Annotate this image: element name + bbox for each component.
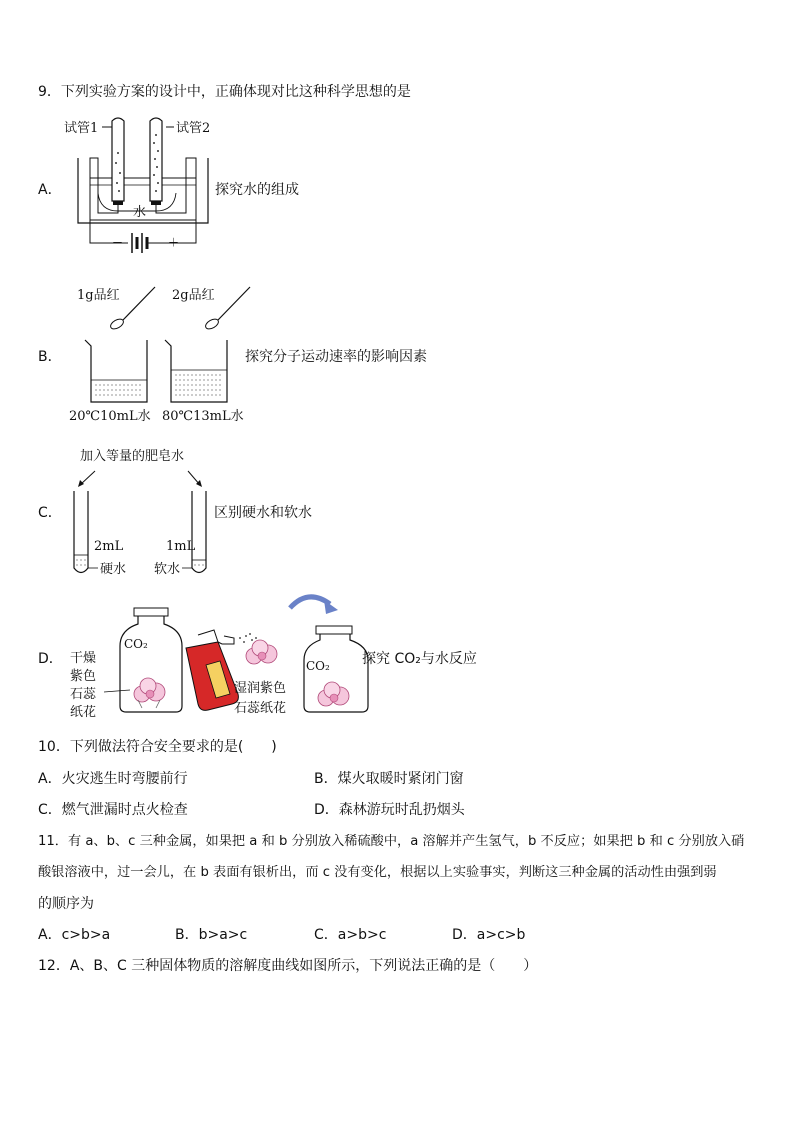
tube2-label: 试管2 [176, 121, 211, 136]
dry-flower-label-2: 紫色 [70, 669, 97, 684]
q10-stem: 10．下列做法符合安全要求的是( ) [38, 739, 277, 755]
q10-option-b: B．煤火取暖时紧闭门窗 [314, 771, 464, 787]
hard-water-volume: 2mL [94, 539, 124, 554]
q9-option-b-letter: B． [38, 349, 62, 365]
electrolysis-apparatus [60, 113, 220, 268]
spray-bottle-icon [186, 630, 257, 710]
co2-left-label: CO₂ [124, 637, 148, 651]
soft-water-label: 软水 [154, 562, 181, 577]
beaker1-condition: 20℃10mL水 [69, 409, 151, 424]
q11-option-d: D．a>c>b [452, 927, 526, 943]
beaker2-condition: 80℃13mL水 [162, 409, 244, 424]
dye-2g-label: 2g品红 [172, 288, 215, 303]
q9-option-c-desc: 区别硬水和软水 [214, 505, 312, 521]
dry-flower-label-1: 干燥 [70, 651, 97, 666]
q9-option-b-desc: 探究分子运动速率的影响因素 [245, 349, 427, 365]
soft-water-volume: 1mL [166, 539, 196, 554]
hard-water-label: 硬水 [100, 562, 127, 577]
q11-stem-line1: 11．有 a、b、c 三种金属，如果把 a 和 b 分别放入稀硫酸中，a 溶解并产生氢气，b 不反应；如果把 b 和 c 分别放入硝 [38, 834, 745, 849]
q9-stem: 9．下列实验方案的设计中，正确体现对比这种科学思想的是 [38, 84, 411, 100]
beakers-diffusion [65, 282, 255, 427]
dry-flower-label-4: 纸花 [70, 705, 97, 720]
tube1-label: 试管1 [64, 121, 99, 136]
q11-option-c: C．a>b>c [314, 927, 387, 943]
q10-option-d: D．森林游玩时乱扔烟头 [314, 802, 465, 818]
co2-litmus-setup [68, 590, 368, 720]
q9-option-d-letter: D． [38, 651, 63, 667]
q10-option-c: C．燃气泄漏时点火检查 [38, 802, 188, 818]
soap-water-label: 加入等量的肥皂水 [80, 449, 185, 464]
q11-stem-line3: 的顺序为 [38, 896, 94, 912]
q11-stem-line2: 酸银溶液中，过一会儿，在 b 表面有银析出，而 c 没有变化，根据以上实验事实，判断这三种金属的活动性由强到弱 [38, 865, 717, 880]
q11-option-a: A．c>b>a [38, 927, 111, 943]
dry-flower-label-3: 石蕊 [70, 687, 97, 702]
dye-1g-label: 1g品红 [77, 288, 120, 303]
wet-flower-label-1: 湿润紫色 [234, 681, 287, 696]
curved-arrow-icon [290, 597, 330, 608]
q12-stem: 12．A、B、C 三种固体物质的溶解度曲线如图所示，下列说法正确的是（ ） [38, 958, 538, 974]
plus-terminal: ＋ [168, 236, 179, 249]
test-tubes-soap [70, 443, 220, 578]
q11-option-b: B．b>a>c [175, 927, 248, 943]
q10-option-a: A．火灾逃生时弯腰前行 [38, 771, 188, 787]
q9-option-d-desc: 探究 CO₂与水反应 [362, 651, 477, 667]
wet-flower-label-2: 石蕊纸花 [234, 701, 287, 716]
minus-terminal: － [112, 236, 123, 249]
wet-litmus-flower-icon [246, 640, 277, 664]
co2-right-label: CO₂ [306, 659, 330, 673]
water-label: 水 [133, 205, 147, 220]
q9-option-a-desc: 探究水的组成 [215, 182, 299, 198]
q9-option-c-letter: C． [38, 505, 62, 521]
q9-option-a-letter: A． [38, 182, 62, 198]
dry-litmus-flower-icon [134, 678, 165, 708]
bottle-flower-icon [318, 682, 349, 706]
